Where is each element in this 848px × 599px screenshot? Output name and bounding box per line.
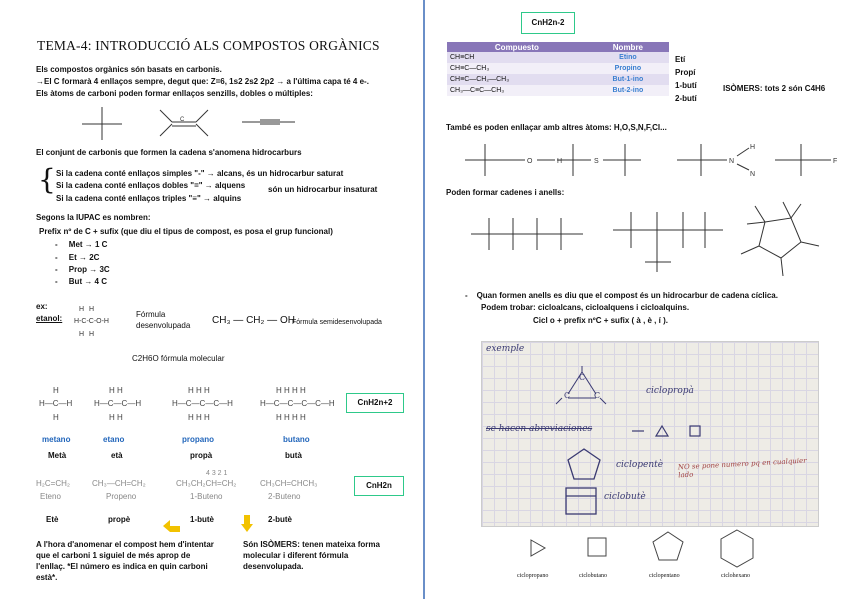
svg-text:H H H: H H H <box>188 413 210 422</box>
svg-text:H H H: H H H <box>188 386 210 395</box>
alkene-cat-3: 1-butè <box>190 515 214 524</box>
note-square-sketch <box>562 484 602 520</box>
prefix-prop: Prop → 3C <box>68 265 110 274</box>
alkyne-cat-3: 1-butí <box>675 81 697 90</box>
svg-text:H—C—C—H: H—C—C—H <box>94 399 142 408</box>
note-abreviacions: se hacen abreviaciones <box>486 424 593 434</box>
isomers-note: Són ISÒMERS: tenen mateixa forma molecular i diferent fórmula desenvolupada. <box>243 540 380 571</box>
example-label: ex: <box>36 302 48 311</box>
alkane-name-4: butano <box>283 435 310 444</box>
table-header-compound: Compuesto <box>447 42 587 52</box>
hetero-atom-n: N <box>729 158 735 165</box>
svg-text:H: H <box>53 413 59 422</box>
alkene-name-2: Propeno <box>106 492 137 501</box>
notebook-photo <box>481 341 819 527</box>
bond-types-diagram <box>60 102 300 142</box>
note-exemple: exemple <box>486 344 525 354</box>
alkene-cat-2: propè <box>108 515 131 524</box>
chain-ring-structures <box>465 200 825 280</box>
alkane-general-formula: CnH2n+2 <box>346 393 404 413</box>
table-formula-2: CH≡C—CH₃ <box>447 63 587 74</box>
ring-text-3: Cicl o + prefix nºC + sufix ( à , è , í ). <box>533 316 668 325</box>
alkyne-cat-2: Propí <box>675 68 696 77</box>
hexagon-shape <box>721 530 753 567</box>
curly-brace: { <box>38 163 56 196</box>
alkyne-table <box>447 42 669 96</box>
note-pentagon-sketch <box>564 446 604 482</box>
right-page: CnH2n-2 Compuesto Nombre CH≡CH Etino CH≡C—CH₃ Propino CH≡C—CH₂—CH₃ But-1-ino CH₃—C≡C—CH₃ But-2-ino Etí Propí 1-butí 2-butí ISÒMERS: tots 2 són C4H6 També es poden enllaçar amb altres àtoms: H,O,S,N,F,Cl... O H S N H N F Poden formar cadenes i anells: - Quan formen anells es diu que el compost és un hidrocarbur de cadena cíclica. Podem trobar: cicloalcans, cicloalquens i cicloalquins. Cicl o + prefix nºC + sufix ( à , è , í ). exemple C C C ciclopropà se hacen abreviaciones ciclopentè NO se pone numero pq en cualquier lado ciclobutè ciclopropano ciclobutano ciclopentano ciclohexano <box>425 0 848 599</box>
intro-line-1: Els compostos orgànics són basats en carbonis. <box>36 65 222 74</box>
hetero-atom-h2: H <box>750 144 756 151</box>
note-c-2: C <box>564 391 571 400</box>
svg-text:H—C—C—C—H: H—C—C—C—H <box>172 399 233 408</box>
note-abbrev-shapes <box>630 424 710 438</box>
svg-text:H: H <box>89 306 95 313</box>
alkene-cat-1: Etè <box>46 515 59 524</box>
ring-text-1: Quan formen anells es diu que el compost és un hidrocarbur de cadena cíclica. <box>476 291 778 300</box>
yellow-arrow-down <box>240 514 254 534</box>
note-cyclopropane-sketch <box>542 364 622 414</box>
page-title: TEMA-4: INTRODUCCIÓ ALS COMPOSTOS ORGÀNICS <box>37 38 380 53</box>
svg-text:H-C-C-O-H: H-C-C-O-H <box>74 318 109 325</box>
table-name-4: But-2-ino <box>587 85 669 96</box>
heteroatoms-text: També es poden enllaçar amb altres àtoms: H,O,S,N,F,Cl... <box>446 123 667 132</box>
svg-text:H H: H H <box>109 413 123 422</box>
note-ciclobuta: ciclobutè <box>604 492 646 502</box>
table-name-2: Propino <box>587 63 669 74</box>
shape-label-1: ciclopropano <box>517 573 549 579</box>
svg-text:H: H <box>79 331 85 338</box>
prefix-et: Et → 2C <box>68 253 100 262</box>
alkane-name-1: metano <box>42 435 71 444</box>
shape-label-3: ciclopentano <box>649 573 680 579</box>
heteroatom-structures <box>445 138 845 182</box>
alkane-cat-3: propà <box>190 451 213 460</box>
alkyne-cat-4: 2-butí <box>675 94 697 103</box>
table-name-1: Etino <box>587 52 669 63</box>
isomers-label: ISÒMERS: tots 2 són C4H6 <box>723 84 826 93</box>
pentagon-shape <box>653 532 683 560</box>
svg-text:H: H <box>79 306 85 313</box>
note-ciclopropa: ciclopropà <box>646 386 694 396</box>
alkane-name-2: etano <box>103 435 125 444</box>
alkane-structures <box>36 384 346 430</box>
cyclic-shapes <box>505 528 845 570</box>
table-header-name: Nombre <box>587 42 669 52</box>
hetero-atom-h: H <box>557 158 563 165</box>
note-c-3: C <box>594 391 601 400</box>
alkane-name-3: propano <box>182 435 214 444</box>
iupac-rule: Prefix nº de C + sufix (que diu el tipus de compost, es posa el grup funcional) <box>39 227 333 236</box>
semi-formula: CH₃ — CH₂ — OH <box>212 315 295 326</box>
table-formula-4: CH₃—C≡C—CH₃ <box>447 85 587 96</box>
rule-simple: Si la cadena conté enllaços simples "-" → alcans, és un hidrocarbur saturat <box>56 169 344 178</box>
square-shape <box>588 538 606 556</box>
alkane-cat-1: Metà <box>48 451 67 460</box>
svg-text:H H: H H <box>109 386 123 395</box>
alkene-name-4: 2-Buteno <box>268 492 301 501</box>
hetero-atom-s: S <box>594 158 599 165</box>
hetero-atom-o: O <box>527 158 533 165</box>
alkane-cat-4: butà <box>285 451 302 460</box>
shape-label-2: ciclobutano <box>579 573 607 579</box>
alkene-formula-2: CH₃—CH=CH₂ <box>92 479 146 488</box>
table-formula-3: CH≡C—CH₂—CH₃ <box>447 74 587 85</box>
svg-text:H: H <box>89 331 95 338</box>
note-c-1: C <box>579 373 586 382</box>
semi-formula-label: Fórmula semidesenvolupada <box>292 319 382 326</box>
hetero-atom-f: F <box>833 158 838 165</box>
alkene-name-1: Eteno <box>40 492 61 501</box>
alkene-formula-1: H₂C=CH₂ <box>36 479 70 488</box>
intro-line-2: →El C formarà 4 enllaços sempre, degut que: Z=6, 1s2 2s2 2p2 → a l'última capa té 4 e-. <box>36 77 369 86</box>
alkene-formula-3: CH₃CH₂CH=CH₂ <box>176 479 237 488</box>
naming-note: A l'hora d'anomenar el compost hem d'intentar que el carboni 1 siguiel de més aprop de l'enllaç. *El número es indica en quin carboni està*. <box>36 540 214 582</box>
rule-double: Si la cadena conté enllaços dobles "=" → alquens <box>56 181 246 190</box>
alkane-cat-2: età <box>111 451 123 460</box>
prefix-met: Met → 1 C <box>68 240 108 249</box>
developed-formula-label: Fórmula desenvolupada <box>136 310 191 330</box>
note-numbering: NO se pone numero pq en cualquier lado <box>677 456 807 480</box>
ring-text-2: Podem trobar: cicloalcans, cicloalquens i cicloalquins. <box>481 303 690 312</box>
prefix-but: But → 4 C <box>68 277 108 286</box>
ethanol-structure <box>72 303 132 339</box>
svg-text:C: C <box>180 117 185 123</box>
alkyne-cat-1: Etí <box>675 55 686 64</box>
rule-triple: Si la cadena conté enllaços triples "≡" → alquins <box>56 194 242 203</box>
note-ciclopenta: ciclopentè <box>616 460 664 470</box>
molecular-formula: C2H6O fórmula molecular <box>132 354 225 363</box>
table-name-3: But-1-ino <box>587 74 669 85</box>
svg-text:H—C—H: H—C—H <box>39 399 73 408</box>
iupac-title: Segons la IUPAC es nombren: <box>36 213 151 222</box>
alkene-numbering: 4 3 2 1 <box>206 470 228 477</box>
intro-line-3: Els àtoms de carboni poden formar enllaços senzills, dobles o múltiples: <box>36 89 313 98</box>
example-name: etanol: <box>36 314 63 323</box>
hetero-atom-n2: N <box>750 171 756 178</box>
alkene-formula-4: CH₃CH=CHCH₃ <box>260 479 318 488</box>
chains-text: Poden formar cadenes i anells: <box>446 188 565 197</box>
triangle-shape <box>531 540 545 556</box>
alkene-cat-4: 2-butè <box>268 515 292 524</box>
chain-text: El conjunt de carbonis que formen la cadena s'anomena hidrocarburs <box>36 148 302 157</box>
unsaturated-note: són un hidrocarbur insaturat <box>268 185 378 194</box>
svg-text:H—C—C—C—C—H: H—C—C—C—C—H <box>260 399 335 408</box>
yellow-arrow-left <box>160 514 182 536</box>
svg-text:H H H H: H H H H <box>276 413 306 422</box>
left-page: TEMA-4: INTRODUCCIÓ ALS COMPOSTOS ORGÀNICS Els compostos orgànics són basats en carbonis. →El C formarà 4 enllaços sempre, degut que: Z=6, 1s2 2s2 2p2 → a l'última capa té 4 e-. Els àtoms de carboni poden formar enllaços senzills, dobles o múltiples: C El conjunt de carbonis que formen la cadena s'anomena hidrocarburs { Si la cadena conté enllaços simples "-" → alcans, és un hidrocarbur saturat Si la cadena conté enllaços dobles "=" → alquens Si la cadena conté enllaços triples "≡" → alquins són un hidrocarbur insaturat Segons la IUPAC es nombren: Prefix nº de C + sufix (que diu el tipus de compost, es posa el grup funcional) - Met → 1 C - Et → 2C - Prop → 3C - But → 4 C ex: etanol: H H H-C-C-O-H H H Fórmula desenvolupada CH₃ — CH₂ — OH Fórmula semidesenvolupada C2H6O fórmula molecular H H—C—H H H H H—C—C—H H H H H H H—C—C—C—H H H H H H H H H—C—C—C—C—H H H H H CnH2n+2 metano etano propano butano Metà età propà butà 4 3 2 1 H₂C=CH₂ CH₃—CH=CH₂ CH₃CH₂CH=CH₂ CH₃CH=CHCH₃ Eteno Propeno 1-Buteno 2-Buteno CnH2n Etè propè 1-butè 2-butè A l'hora d'anomenar el compost hem d'intentar que el carboni 1 siguiel de més aprop de l'enllaç. *El número es indica en quin carboni està*. Són ISÒMERS: tenen mateixa forma molecular i diferent fórmula desenvolupada. <box>0 0 423 599</box>
alkene-general-formula: CnH2n <box>354 476 404 496</box>
shape-label-4: ciclohexano <box>721 573 750 579</box>
alkene-name-3: 1-Buteno <box>190 492 223 501</box>
svg-text:H: H <box>53 386 59 395</box>
table-formula-1: CH≡CH <box>447 52 587 63</box>
svg-text:H H H H: H H H H <box>276 386 306 395</box>
alkyne-general-formula: CnH2n-2 <box>521 12 575 34</box>
